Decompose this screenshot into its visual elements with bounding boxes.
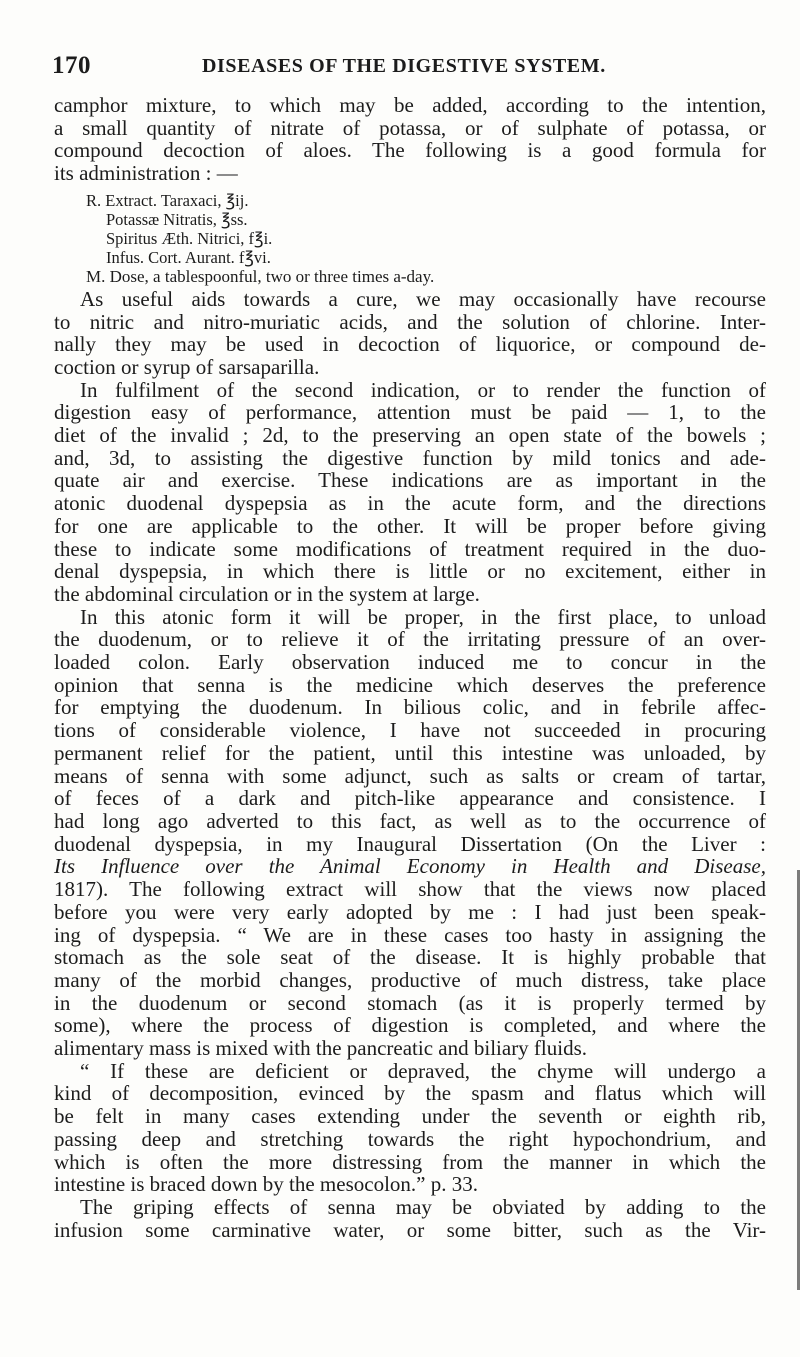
formula-ingredient: Potassæ Nitratis, ℥ss. bbox=[106, 209, 248, 229]
text-line: intestine is braced down by the mesocolon.” p. 33. bbox=[54, 1172, 478, 1197]
text-line: a small quantity of nitrate of potassa, or of sulphate of potassa, or bbox=[54, 115, 766, 140]
text-line: alimentary mass is mixed with the pancreatic and biliary fluids. bbox=[54, 1036, 588, 1061]
text-line: had long ago adverted to this fact, as well as to the occurrence of bbox=[54, 808, 766, 833]
text-line: which is often the more distressing from the manner in which the bbox=[54, 1149, 766, 1174]
text-line: the duodenum, or to relieve it of the irritating pressure of an over- bbox=[54, 627, 766, 652]
text-line: of feces of a dark and pitch-like appearance and consistence. I bbox=[54, 786, 766, 811]
formula-dose: M. Dose, a tablespoonful, two or three times a-day. bbox=[86, 266, 435, 286]
text-line: passing deep and stretching towards the right hypochondrium, and bbox=[54, 1126, 766, 1151]
text-line: As useful aids towards a cure, we may occasionally have recourse bbox=[80, 286, 766, 311]
text-line: denal dyspepsia, in which there is little or no excitement, either in bbox=[54, 559, 766, 584]
text-line: before you were very early adopted by me : I had just been speak- bbox=[54, 899, 766, 924]
text-line: for emptying the duodenum. In bilious colic, and in febrile affec- bbox=[54, 695, 766, 720]
text-line: quate air and exercise. These indications are as important in the bbox=[54, 468, 766, 493]
text-line: stomach as the sole seat of the disease. It is highly probable that bbox=[54, 945, 766, 970]
text-line: camphor mixture, to which may be added, according to the intention, bbox=[54, 93, 766, 117]
text-line: coction or syrup of sarsaparilla. bbox=[54, 354, 320, 379]
text-line: The griping effects of senna may be obviated by adding to the bbox=[80, 1194, 766, 1219]
text-line: ing of dyspepsia. “ We are in these cases too hasty in assigning the bbox=[54, 922, 766, 947]
text-line: infusion some carminative water, or some bitter, such as the Vir- bbox=[54, 1217, 766, 1242]
text-line: for one are applicable to the other. It will be proper before giving bbox=[54, 513, 766, 538]
text-line: its administration : — bbox=[54, 161, 238, 186]
prescription-formula bbox=[54, 191, 766, 286]
text-line: Its Influence over the Animal Economy in Health and Disease, bbox=[54, 854, 766, 879]
text-line: “ If these are deficient or depraved, the chyme will undergo a bbox=[80, 1058, 766, 1083]
text-line: compound decoction of aloes. The following is a good formula for bbox=[54, 138, 766, 163]
paragraph bbox=[54, 1060, 766, 1196]
text-line: In fulfilment of the second indication, or to render the function of bbox=[80, 377, 766, 402]
formula-ingredient: R. Extract. Taraxaci, ℥ij. bbox=[86, 190, 249, 210]
text-line: kind of decomposition, evinced by the spasm and flatus which will bbox=[54, 1081, 766, 1106]
text-line: tions of considerable violence, I have not succeeded in procuring bbox=[54, 718, 766, 743]
text-line: loaded colon. Early observation induced me to concur in the bbox=[54, 650, 766, 675]
paragraph bbox=[54, 606, 766, 1060]
intro-paragraph bbox=[54, 94, 766, 185]
body-text bbox=[54, 94, 766, 1241]
paragraph bbox=[54, 379, 766, 606]
text-line: 1817). The following extract will show that the views now placed bbox=[54, 877, 766, 902]
text-line: some), where the process of digestion is completed, and where the bbox=[54, 1013, 766, 1038]
paragraph bbox=[54, 1196, 766, 1241]
text-line: permanent relief for the patient, until this intestine was unloaded, by bbox=[54, 740, 766, 765]
text-line: the abdominal circulation or in the system at large. bbox=[54, 581, 480, 606]
text-line: means of senna with some adjunct, such as salts or cream of tartar, bbox=[54, 763, 766, 788]
text-line: nally they may be used in decoction of liquorice, or compound de- bbox=[54, 332, 766, 357]
text-line: opinion that senna is the medicine which deserves the preference bbox=[54, 672, 766, 697]
formula-ingredient: Infus. Cort. Aurant. f℥vi. bbox=[106, 247, 271, 267]
text-line: to nitric and nitro-muriatic acids, and the solution of chlorine. Inter- bbox=[54, 309, 766, 334]
running-title: DISEASES OF THE DIGESTIVE SYSTEM. bbox=[202, 54, 606, 77]
text-line: be felt in many cases extending under the seventh or eighth rib, bbox=[54, 1104, 766, 1129]
text-line: many of the morbid changes, productive of much distress, take place bbox=[54, 967, 766, 992]
text-line: in the duodenum or second stomach (as it is properly termed by bbox=[54, 990, 766, 1015]
formula-ingredient: Spiritus Æth. Nitrici, f℥i. bbox=[106, 228, 273, 248]
text-line: In this atonic form it will be proper, in the first place, to unload bbox=[80, 604, 766, 629]
running-head bbox=[52, 48, 762, 84]
text-line: atonic duodenal dyspepsia as in the acute form, and the directions bbox=[54, 491, 766, 516]
paragraph bbox=[54, 288, 766, 379]
text-line: digestion easy of performance, attention must be paid — 1, to the bbox=[54, 400, 766, 425]
page-number: 170 bbox=[52, 52, 91, 79]
text-line: diet of the invalid ; 2d, to the preserving an open state of the bowels ; bbox=[54, 423, 766, 448]
text-line: and, 3d, to assisting the digestive function by mild tonics and ade- bbox=[54, 445, 766, 470]
text-line: duodenal dyspepsia, in my Inaugural Dissertation (On the Liver : bbox=[54, 831, 766, 856]
text-line: these to indicate some modifications of treatment required in the duo- bbox=[54, 536, 766, 561]
